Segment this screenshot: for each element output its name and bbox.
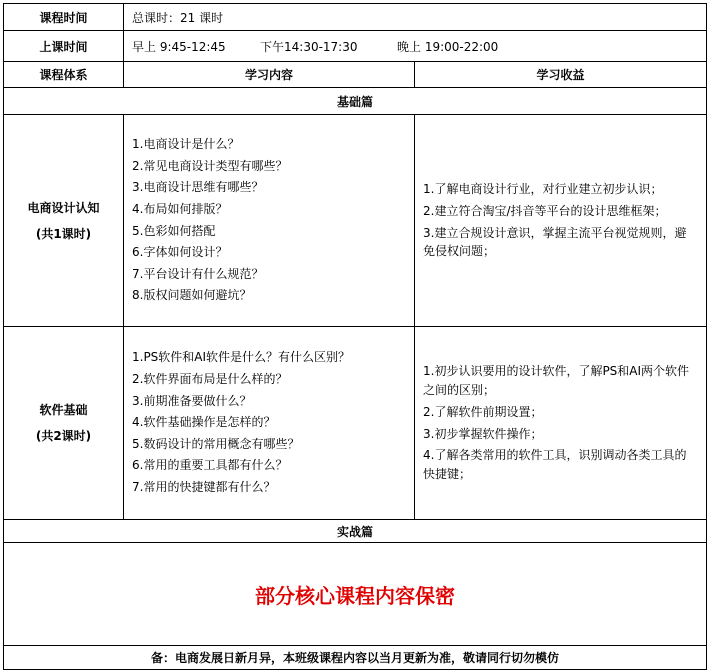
gain-item: 3.初步掌握软件操作； bbox=[423, 426, 543, 441]
module-gain-cell bbox=[415, 115, 707, 327]
module-row-ecommerce bbox=[4, 115, 707, 327]
content-item: 4.布局如何排版？ bbox=[132, 201, 228, 216]
content-item: 5.数码设计的常用概念有哪些？ bbox=[132, 436, 300, 451]
row-section-basic bbox=[4, 88, 707, 115]
row-confidential bbox=[4, 543, 707, 646]
course-time-label: 课程时间 bbox=[4, 4, 124, 31]
class-time-label: 上课时间 bbox=[4, 31, 124, 62]
module-hours: (共1课时) bbox=[35, 226, 92, 241]
content-item: 3.前期准备要做什么？ bbox=[132, 393, 252, 408]
gain-item: 1.初步认识要用的设计软件，了解PS和AI两个软件之间的区别； bbox=[423, 364, 690, 398]
content-item: 8.版权问题如何避坑？ bbox=[132, 288, 252, 303]
module-content-cell bbox=[124, 115, 415, 327]
row-section-practice bbox=[4, 520, 707, 543]
content-item: 2.软件界面布局是什么样的？ bbox=[132, 372, 288, 387]
gain-item: 2.了解软件前期设置； bbox=[423, 404, 543, 419]
content-item: 2.常见电商设计类型有哪些？ bbox=[132, 158, 288, 173]
row-column-headers bbox=[4, 62, 707, 88]
row-course-time bbox=[4, 4, 707, 31]
module-content-cell bbox=[124, 327, 415, 520]
class-time-slots bbox=[124, 31, 707, 62]
gain-item: 1.了解电商设计行业，对行业建立初步认识； bbox=[423, 182, 663, 197]
content-item: 4.软件基础操作是怎样的？ bbox=[132, 415, 276, 430]
row-class-time bbox=[4, 31, 707, 62]
module-row-software bbox=[4, 327, 707, 520]
afternoon-slot: 下午14:30-17:30 bbox=[260, 39, 358, 54]
confidential-notice: 部分核心课程内容保密 bbox=[4, 543, 707, 646]
module-hours: (共2课时) bbox=[35, 429, 92, 443]
gain-item: 3.建立合规设计意识，掌握主流平台视觉规则，避免侵权问题； bbox=[423, 225, 687, 259]
module-title: 软件基础 bbox=[39, 403, 88, 417]
header-system: 课程体系 bbox=[4, 62, 124, 88]
content-item: 6.字体如何设计？ bbox=[132, 245, 228, 260]
content-item: 1.PS软件和AI软件是什么？有什么区别？ bbox=[132, 350, 351, 365]
evening-slot: 晚上 19:00-22:00 bbox=[397, 39, 499, 54]
row-footer-note bbox=[4, 646, 707, 670]
module-title: 电商设计认知 bbox=[27, 200, 100, 215]
header-gain: 学习收益 bbox=[415, 62, 707, 88]
footer-note: 备：电商发展日新月异，本班级课程内容以当月更新为准，敬请同行切勿模仿 bbox=[4, 646, 707, 670]
morning-slot: 早上 9:45-12:45 bbox=[132, 39, 226, 54]
content-item: 1.电商设计是什么？ bbox=[132, 137, 240, 152]
course-table bbox=[3, 3, 707, 670]
content-item: 7.平台设计有什么规范？ bbox=[132, 266, 264, 281]
header-content: 学习内容 bbox=[124, 62, 415, 88]
module-gain-cell bbox=[415, 327, 707, 520]
content-item: 5.色彩如何搭配 bbox=[132, 223, 216, 238]
module-label-cell bbox=[4, 327, 124, 520]
total-hours: 总课时：21 课时 bbox=[124, 4, 707, 31]
section-basic-title: 基础篇 bbox=[4, 88, 707, 115]
content-item: 3.电商设计思维有哪些？ bbox=[132, 180, 264, 195]
content-item: 7.常用的快捷键都有什么？ bbox=[132, 479, 276, 494]
content-item: 6.常用的重要工具都有什么？ bbox=[132, 458, 288, 473]
gain-item: 2.建立符合淘宝/抖音等平台的设计思维框架； bbox=[423, 203, 667, 218]
module-label-cell bbox=[4, 115, 124, 327]
section-practice-title: 实战篇 bbox=[4, 520, 707, 543]
gain-item: 4.了解各类常用的软件工具，识别调动各类工具的快捷键； bbox=[423, 448, 687, 481]
